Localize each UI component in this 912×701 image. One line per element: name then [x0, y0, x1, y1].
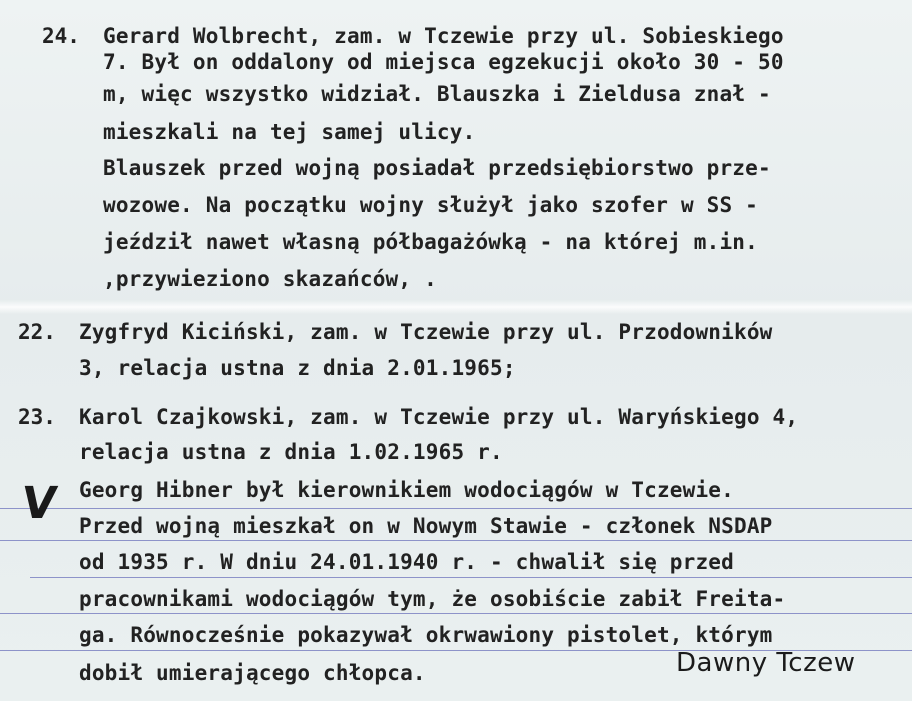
entry-line: 3, relacja ustna z dnia 2.01.1965;	[79, 356, 516, 380]
entry-line: mieszkali na tej samej ulicy.	[103, 120, 476, 144]
entry-line: ,przywieziono skazańców, .	[103, 267, 437, 291]
entry-line: Gerard Wolbrecht, zam. w Tczewie przy ul. Sobieskiego	[103, 24, 784, 48]
paper-fold	[0, 300, 912, 314]
watermark-text: Dawny Tczew	[676, 648, 856, 678]
entry-line: ga. Równocześnie pokazywał okrwawiony pistolet, którym	[79, 623, 773, 647]
entry-line: Przed wojną mieszkał on w Nowym Stawie - członek NSDAP	[79, 514, 773, 538]
entry-line: Georg Hibner był kierownikiem wodociągów w Tczewie.	[79, 478, 734, 502]
ruled-line	[30, 577, 912, 578]
margin-check-mark: V	[18, 478, 60, 529]
entry-line: m, więc wszystko widział. Blauszka i Zieldusa znał -	[103, 82, 771, 106]
entry-number: 24.	[42, 24, 80, 48]
ruled-line	[0, 540, 912, 541]
entry-line: jeździł nawet własną półbagażówką - na której m.in.	[103, 230, 758, 254]
entry-number: 22.	[18, 320, 56, 344]
entry-number: 23.	[18, 405, 56, 429]
entry-line: wozowe. Na początku wojny służył jako szofer w SS -	[103, 193, 758, 217]
entry-line: relacja ustna z dnia 1.02.1965 r.	[79, 440, 503, 464]
entry-line: Karol Czajkowski, zam. w Tczewie przy ul. Waryńskiego 4,	[79, 405, 799, 429]
entry-line: dobił umierającego chłopca.	[79, 661, 426, 685]
entry-line: 7. Był on oddalony od miejsca egzekucji około 30 - 50	[103, 50, 784, 74]
entry-line: od 1935 r. W dniu 24.01.1940 r. - chwalił się przed	[79, 550, 734, 574]
entry-line: pracownikami wodociągów tym, że osobiście zabił Freita-	[79, 587, 786, 611]
ruled-line	[0, 613, 912, 614]
ruled-line	[0, 508, 912, 509]
entry-line: Blauszek przed wojną posiadał przedsiębiorstwo prze-	[103, 156, 771, 180]
entry-line: Zygfryd Kiciński, zam. w Tczewie przy ul. Przodowników	[79, 320, 773, 344]
